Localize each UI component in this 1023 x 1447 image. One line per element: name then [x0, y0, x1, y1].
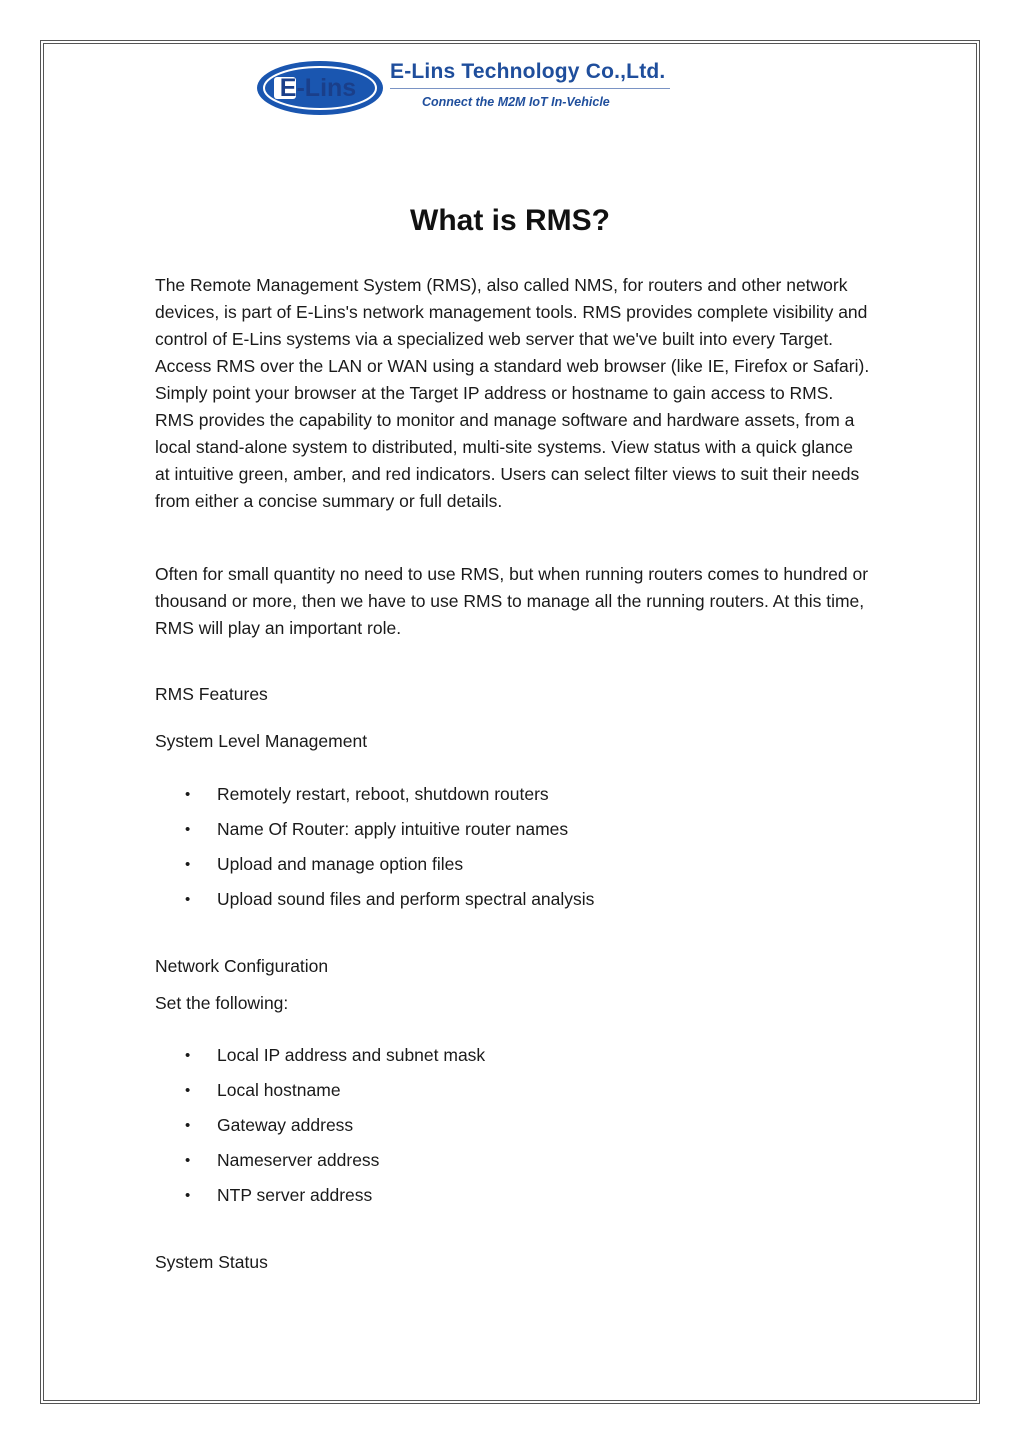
list-item [185, 1073, 485, 1108]
list-item-text: Upload and manage option files [217, 854, 464, 874]
bullet-icon: • [185, 891, 191, 908]
logo-brand-text: E-Lins [279, 74, 357, 102]
page-title: What is RMS? [410, 204, 610, 237]
bullet-icon: • [185, 856, 191, 873]
bullet-icon: • [185, 1187, 191, 1204]
list-item [185, 1108, 485, 1143]
network-config-intro: Set the following: [155, 993, 289, 1013]
bullet-icon: • [185, 1082, 191, 1099]
network-config-list [185, 1038, 485, 1213]
logo-divider [390, 88, 670, 89]
bullet-icon: • [185, 821, 191, 838]
bullet-icon: • [185, 1152, 191, 1169]
intro-paragraph: The Remote Management System (RMS), also called NMS, for routers and other network devices, is part of E-Lins's network management tools. RMS provides complete visibility and control of E-Lins systems via a specialized web server that we've built into every Target. Access RMS over the LAN or WAN using a standard web browser (like IE, Firefox or Safari). Simply point your browser at the Target IP address or hostname to gain access to RMS. RMS provides the capability to monitor and manage software and hardware assets, from a local stand-alone system to distributed, multi-site systems. View status with a quick glance at intuitive green, amber, and red indicators. Users can select filter views to suit their needs from either a concise summary or full details. [155, 275, 870, 511]
bullet-icon: • [185, 1117, 191, 1134]
bullet-icon: • [185, 1047, 191, 1064]
features-heading: RMS Features [155, 684, 268, 704]
system-level-list [185, 777, 594, 917]
list-item [185, 882, 594, 917]
bullet-icon: • [185, 786, 191, 803]
system-level-heading: System Level Management [155, 731, 368, 751]
list-item-text: Upload sound files and perform spectral analysis [217, 889, 595, 909]
list-item-text: Name Of Router: apply intuitive router names [217, 819, 569, 839]
list-item-text: NTP server address [217, 1185, 373, 1205]
logo-company-name: E-Lins Technology Co.,Ltd. [390, 60, 666, 83]
list-item-text: Local hostname [217, 1080, 341, 1100]
list-item-text: Local IP address and subnet mask [217, 1045, 486, 1065]
list-item [185, 1143, 485, 1178]
list-item [185, 777, 594, 812]
logo-tagline: Connect the M2M IoT In-Vehicle [422, 95, 610, 109]
e-lins-logo-icon [256, 60, 388, 116]
list-item [185, 847, 594, 882]
list-item [185, 812, 594, 847]
list-item-text: Remotely restart, reboot, shutdown routers [217, 784, 549, 804]
page-border-inner [43, 43, 977, 1401]
system-status-heading: System Status [155, 1252, 268, 1272]
network-config-heading: Network Configuration [155, 956, 329, 976]
usage-paragraph: Often for small quantity no need to use RMS, but when running routers comes to hundred or thousand or more, then we have to use RMS to manage all the running routers. At this time, RMS will play an important role. [155, 564, 869, 638]
list-item-text: Nameserver address [217, 1150, 380, 1170]
list-item-text: Gateway address [217, 1115, 354, 1135]
list-item [185, 1038, 485, 1073]
list-item [185, 1178, 485, 1213]
company-logo [256, 58, 676, 120]
